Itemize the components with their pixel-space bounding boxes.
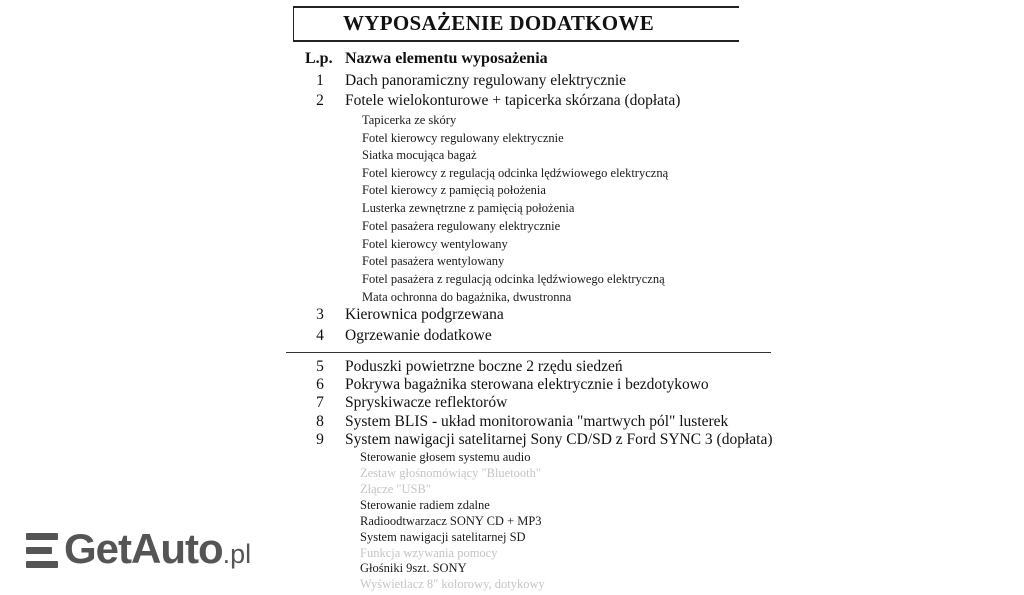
item-text: Poduszki powietrzne boczne 2 rzędu siedzeń [345, 358, 623, 375]
sub-item: Fotel pasażera z regulacją odcinka lędźwiowego elektryczną [362, 272, 665, 286]
sub-item: Mata ochronna do bagażnika, dwustronna [362, 290, 572, 304]
item-number: 2 [316, 92, 324, 109]
sub-item: Złącze "USB" [360, 482, 431, 496]
sub-item: Sterowanie radiem zdalne [360, 498, 490, 512]
item-number: 4 [316, 327, 324, 344]
item-number: 5 [316, 358, 324, 375]
item-text: Kierownica podgrzewana [345, 306, 504, 323]
item-number: 7 [316, 394, 324, 411]
section-divider [286, 352, 771, 353]
sub-item: Fotel kierowcy z pamięcią położenia [362, 183, 546, 197]
sub-item: Funkcja wzywania pomocy [360, 546, 498, 560]
logo-tld: .pl [222, 539, 252, 569]
sub-item: Radioodtwarzacz SONY CD + MP3 [360, 514, 542, 528]
logo-brand: GetAuto [64, 525, 223, 572]
menu-lines-icon [26, 533, 58, 569]
item-number: 1 [316, 72, 324, 89]
getauto-logo [26, 525, 296, 572]
sub-item: Fotel pasażera regulowany elektrycznie [362, 219, 561, 233]
item-text: Ogrzewanie dodatkowe [345, 327, 492, 344]
item-number: 8 [316, 413, 324, 430]
sub-item: Fotel kierowcy wentylowany [362, 237, 508, 251]
item-text: System nawigacji satelitarnej Sony CD/SD z Ford SYNC 3 (dopłata) [345, 431, 773, 448]
item-text: Pokrywa bagażnika sterowana elektrycznie i bezdotykowo [345, 376, 709, 393]
sub-item: Wyświetlacz 8" kolorowy, dotykowy [360, 577, 545, 591]
item-text: System BLIS - układ monitorowania "martwych pól" lusterek [345, 413, 729, 430]
page-title: WYPOSAŻENIE DODATKOWE [343, 11, 655, 35]
sub-item: System nawigacji satelitarnej SD [360, 530, 526, 544]
sub-item: Fotel kierowcy regulowany elektrycznie [362, 131, 564, 145]
item-text: Dach panoramiczny regulowany elektrycznie [345, 72, 627, 89]
item-number: 6 [316, 376, 324, 393]
sub-item: Głośniki 9szt. SONY [360, 561, 467, 575]
sub-item: Lusterka zewnętrzne z pamięcią położenia [362, 201, 575, 215]
sub-item: Fotel pasażera wentylowany [362, 254, 505, 268]
sub-item: Tapicerka ze skóry [362, 113, 457, 127]
sub-item: Siatka mocująca bagaż [362, 148, 477, 162]
sub-item: Fotel kierowcy z regulacją odcinka lędźwiowego elektryczną [362, 166, 669, 180]
lp-header: L.p. [305, 50, 333, 67]
sub-item: Sterowanie głosem systemu audio [360, 450, 531, 464]
item-text: Fotele wielokonturowe + tapicerka skórzana (dopłata) [345, 92, 681, 109]
name-header: Nazwa elementu wyposażenia [345, 50, 548, 67]
sub-item: Zestaw głośnomówiący "Bluetooth" [360, 466, 542, 480]
item-number: 3 [316, 306, 324, 323]
item-text: Spryskiwacze reflektorów [345, 394, 508, 411]
item-number: 9 [316, 431, 324, 448]
logo-wordmark [64, 525, 251, 573]
